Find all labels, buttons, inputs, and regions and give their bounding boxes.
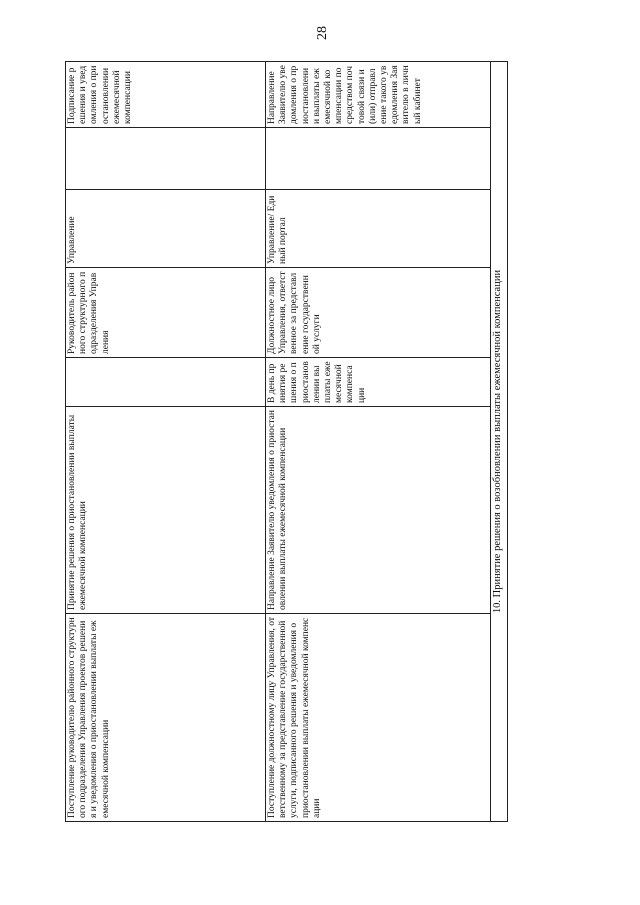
page-number: 28 bbox=[315, 26, 330, 40]
table-row bbox=[491, 62, 508, 822]
cell-deadline bbox=[66, 358, 266, 407]
cell-action: Направление Заявителю уведомления о приостановлении выплаты ежемесячной компенсации bbox=[266, 407, 491, 614]
cell-deadline: В день принятия решения о приостановлении выплаты ежемесячной компенсации bbox=[266, 358, 491, 407]
procedure-table bbox=[65, 61, 508, 822]
rotated-table-container bbox=[65, 62, 516, 822]
cell-place: Управление bbox=[66, 190, 266, 268]
cell-result: Подписание решения и уведомления о приостановлении ежемесячной компенсации bbox=[66, 62, 266, 128]
cell-criteria bbox=[66, 128, 266, 190]
cell-result: Направление Заявителю уведомления о приостановлении выплаты ежемесячной компенсации посредством почтовой связи и (или) отправление такого уведомления Заявителю в личный кабинет bbox=[266, 62, 491, 128]
cell-action: Принятие решения о приостановлении выплаты ежемесячной компенсации bbox=[66, 407, 266, 614]
cell-basis: Поступление руководителю районного структурного подразделения Управления проектов решения и уведомления о приостановлении выплаты ежемесячной компенсации bbox=[66, 614, 266, 822]
cell-criteria bbox=[266, 128, 491, 190]
table-row bbox=[66, 62, 266, 822]
cell-responsible: Должностное лицо Управления, ответственное за представление государственной услуги bbox=[266, 268, 491, 358]
section-header: 10. Принятие решения о возобновлении выплаты ежемесячной компенсации bbox=[491, 62, 508, 822]
cell-responsible: Руководитель районного структурного подразделения Управления bbox=[66, 268, 266, 358]
cell-place: Управление/ Единый портал bbox=[266, 190, 491, 268]
cell-basis: Поступление должностному лицу Управления, ответственному за представление государственной услуги, подписанного решения и уведомления о приостановлении выплаты ежемесячной компенсации bbox=[266, 614, 491, 822]
table-row bbox=[266, 62, 491, 822]
